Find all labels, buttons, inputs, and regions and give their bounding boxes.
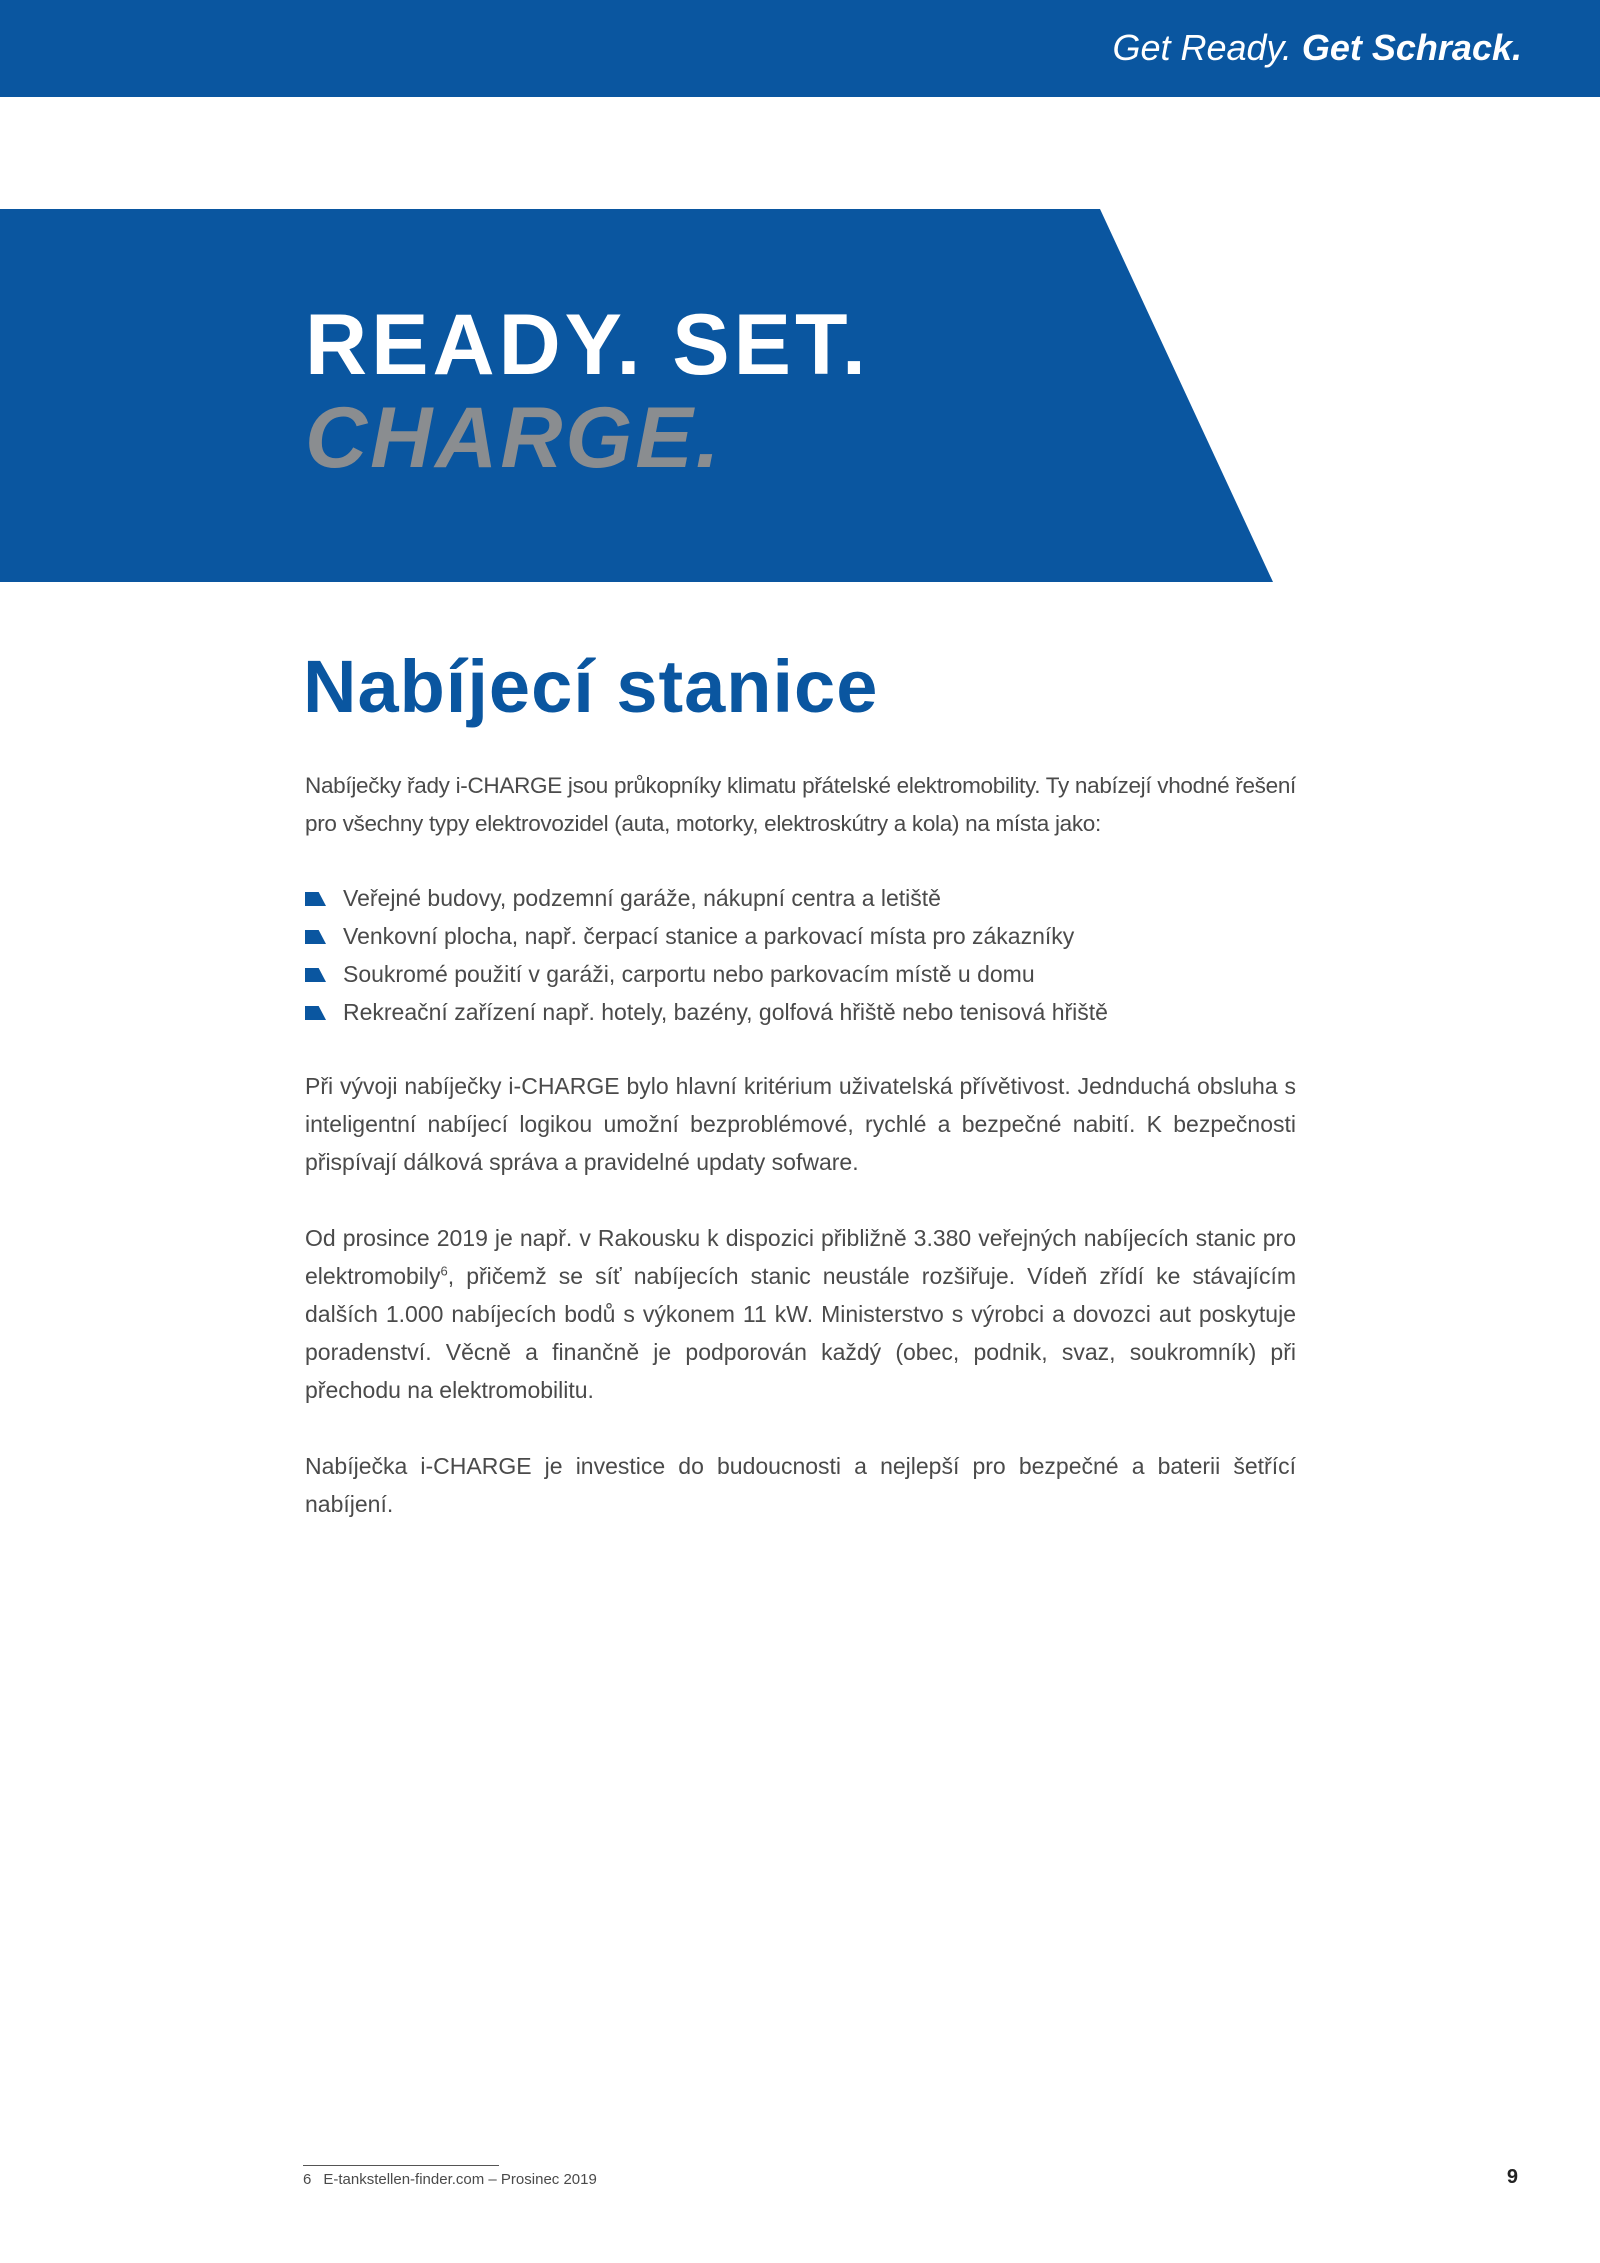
brand-slogan xyxy=(1112,27,1522,69)
bullet-icon xyxy=(305,930,326,944)
hero-title-line2: CHARGE. xyxy=(305,390,723,486)
footnote-number: 6 xyxy=(303,2171,312,2188)
list-item xyxy=(305,955,1296,993)
bullet-icon xyxy=(305,892,326,906)
paragraph-stations-part2: , přičemž se síť nabíjecích stanic neustále rozšiřuje. Vídeň zřídí ke stávajícím dalších 1.000 nabíjecích bodů s výkonem 11 kW. Ministerstvo s výrobci a dovozci aut poskytuje poradenství. Věcně a finančně je podporován každý (obec, podnik, svaz, soukromník) při přechodu na elektromobilitu. xyxy=(305,1263,1296,1403)
list-item-text: Veřejné budovy, podzemní garáže, nákupní centra a letiště xyxy=(343,885,941,911)
section-title: Nabíjecí stanice xyxy=(303,645,879,728)
list-item-text: Soukromé použití v garáži, carportu nebo parkovacím místě u domu xyxy=(343,961,1035,987)
body-content xyxy=(305,767,1296,1523)
slogan-light: Get Ready. xyxy=(1112,27,1292,68)
list-item xyxy=(305,879,1296,917)
header-bar xyxy=(0,0,1600,97)
intro-paragraph: Nabíječky řady i-CHARGE jsou průkopníky klimatu přátelské elektromobility. Ty nabízejí vhodné řešení pro všechny typy elektrovozidel (auta, motorky, elektroskútry a kola) na místa jako: xyxy=(305,773,1296,836)
footnote-divider xyxy=(303,2165,499,2166)
paragraph-stations-part1: Od prosince 2019 je např. v Rakousku k dispozici přibližně 3.380 veřejných nabíjecích stanic pro elektromobily xyxy=(305,1225,1296,1289)
bullet-list xyxy=(305,879,1296,1031)
list-item xyxy=(305,917,1296,955)
footnote-text: E-tankstellen-finder.com – Prosinec 2019 xyxy=(323,2171,597,2188)
bullet-icon xyxy=(305,1006,326,1020)
list-item xyxy=(305,993,1296,1031)
hero-title-line1: READY. SET. xyxy=(305,297,870,393)
paragraph-usability: Při vývoji nabíječky i-CHARGE bylo hlavní kritérium uživatelská přívětivost. Jednduchá obsluha s inteligentní nabíjecí logikou umožní bezproblémové, rychlé a bezpečné nabití. K bezpečnosti přispívají dálková správa a pravidelné updaty sofware. xyxy=(305,1073,1296,1175)
footnote-reference: 6 xyxy=(440,1263,448,1279)
footnote xyxy=(303,2171,597,2188)
paragraph-investment: Nabíječka i-CHARGE je investice do budoucnosti a nejlepší pro bezpečné a baterii šetřící nabíjení. xyxy=(305,1453,1296,1517)
slogan-bold: Get Schrack. xyxy=(1301,27,1522,68)
paragraph-stations xyxy=(305,1219,1296,1409)
page-number: 9 xyxy=(1506,2166,1518,2188)
list-item-text: Venkovní plocha, např. čerpací stanice a parkovací místa pro zákazníky xyxy=(343,923,1075,949)
list-item-text: Rekreační zařízení např. hotely, bazény, golfová hřiště nebo tenisová hřiště xyxy=(343,999,1108,1025)
hero-banner xyxy=(0,209,1275,582)
bullet-icon xyxy=(305,968,326,982)
